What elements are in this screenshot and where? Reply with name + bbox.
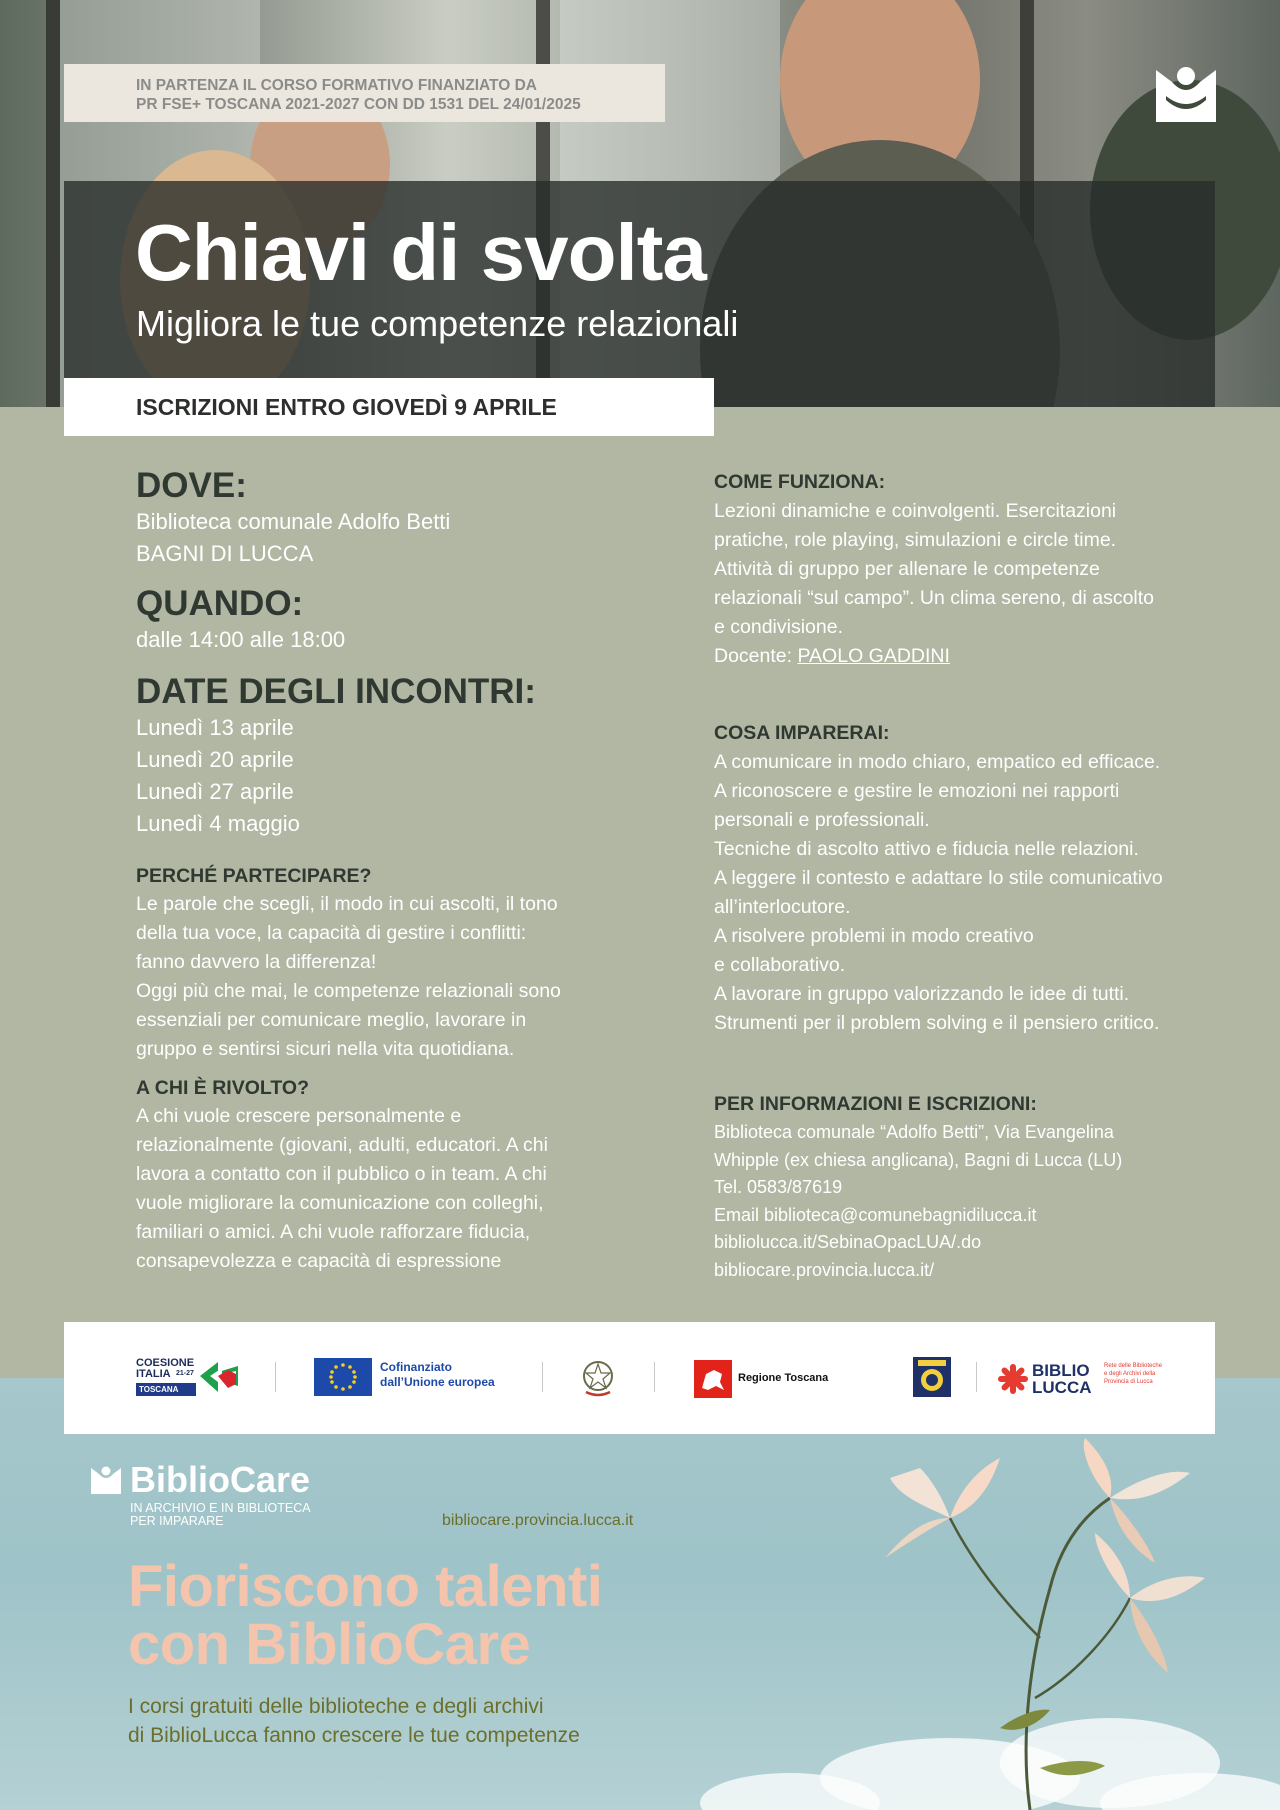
- headline-line: con BiblioCare: [128, 1612, 531, 1677]
- learn-line: Tecniche di ascolto attivo e fiducia nelle relazioni.: [714, 838, 1139, 860]
- italian-republic-emblem-icon: [580, 1358, 616, 1398]
- info-email-link[interactable]: Email biblioteca@comunebagnidilucca.it: [714, 1204, 1037, 1225]
- window-frame: [46, 0, 60, 407]
- who-line: vuole migliorare la comunicazione con colleghi,: [136, 1192, 544, 1214]
- page-subtitle: Migliora le tue competenze relazionali: [136, 303, 739, 344]
- bibliolucca-line: LUCCA: [1032, 1378, 1092, 1397]
- registration-deadline: ISCRIZIONI ENTRO GIOVEDÌ 9 APRILE: [64, 378, 714, 436]
- funding-banner-line: IN PARTENZA IL CORSO FORMATIVO FINANZIATO DA: [136, 77, 537, 94]
- coesione-years: 21-27: [176, 1370, 194, 1377]
- tagline-line: PER IMPARARE: [130, 1514, 224, 1528]
- bibliolucca-tagline: Rete delle Biblioteche e degli Archivi della Provincia di Lucca: [1104, 1363, 1163, 1385]
- who-heading: A CHI È RIVOLTO?: [136, 1077, 309, 1099]
- regione-toscana-icon: [694, 1360, 732, 1398]
- why-line: della tua voce, la capacità di gestire i conflitti:: [136, 922, 527, 944]
- right-column: [714, 470, 1234, 1284]
- where-venue: Biblioteca comunale Adolfo Betti: [136, 509, 451, 534]
- subline-line: di BiblioLucca fanno crescere le tue competenze: [128, 1724, 580, 1747]
- who-line: lavora a contatto con il pubblico o in team. A chi: [136, 1163, 547, 1185]
- why-line: Oggi più che mai, le competenze relazionali sono: [136, 980, 561, 1002]
- who-line: relazionalmente (giovani, adulti, educatori. A chi: [136, 1134, 548, 1156]
- info-phone[interactable]: Tel. 0583/87619: [714, 1177, 843, 1197]
- where-town: BAGNI DI LUCCA: [136, 541, 314, 566]
- how-line: e condivisione.: [714, 616, 843, 638]
- how-line: Attività di gruppo per allenare le competenze: [714, 558, 1100, 580]
- book-flower-illustration: [880, 1438, 1210, 1810]
- where-heading: DOVE:: [136, 466, 247, 505]
- how-line: relazionali “sul campo”. Un clima sereno, di ascolto: [714, 587, 1155, 609]
- dates-heading: DATE DEGLI INCONTRI:: [136, 672, 536, 711]
- page-title: Chiavi di svolta: [135, 208, 706, 297]
- date-item: Lunedì 27 aprile: [136, 779, 294, 804]
- who-line: familiari o amici. A chi vuole rafforzare fiducia,: [136, 1221, 531, 1243]
- eu-text-line: Cofinanziato: [380, 1360, 452, 1374]
- how-heading: COME FUNZIONA:: [714, 471, 886, 493]
- coesione-region-bar: [136, 1383, 196, 1396]
- logo-separator: [275, 1362, 276, 1392]
- coesione-region: TOSCANA: [139, 1385, 179, 1394]
- headline-line: Fioriscono talenti: [128, 1554, 603, 1619]
- learn-line: A leggere il contesto e adattare lo stile comunicativo: [714, 867, 1163, 889]
- who-line: consapevolezza e capacità di espressione: [136, 1250, 502, 1272]
- coesione-text: ITALIA: [136, 1368, 171, 1380]
- logo-separator: [542, 1362, 543, 1392]
- logo-separator: [976, 1362, 977, 1392]
- why-line: Le parole che scegli, il modo in cui ascolti, il tono: [136, 893, 558, 915]
- learn-line: e collaborativo.: [714, 954, 846, 976]
- bibliocare-footer-logo-icon: [90, 1464, 122, 1494]
- bibliolucca-line: BIBLIO: [1032, 1361, 1090, 1380]
- info-bibliocare-link[interactable]: bibliocare.provincia.lucca.it/: [714, 1259, 935, 1280]
- when-heading: QUANDO:: [136, 584, 304, 623]
- logo-separator: [654, 1362, 655, 1392]
- teacher-label: Docente:: [714, 645, 793, 667]
- footer-subline: [128, 1692, 580, 1750]
- when-time: dalle 14:00 alle 18:00: [136, 627, 346, 652]
- footer-sky: [0, 1378, 1280, 1810]
- learn-line: A lavorare in gruppo valorizzando le idee di tutti.: [714, 983, 1130, 1005]
- subline-line: I corsi gratuiti delle biblioteche e degli archivi: [128, 1695, 544, 1718]
- provincia-lucca-crest-icon: [912, 1356, 952, 1398]
- regione-toscana-text: Regione Toscana: [738, 1372, 829, 1384]
- why-heading: PERCHÉ PARTECIPARE?: [136, 865, 372, 887]
- why-line: essenziali per comunicare meglio, lavorare in: [136, 1009, 527, 1031]
- funding-banner-line: PR FSE+ TOSCANA 2021-2027 CON DD 1531 DEL 24/01/2025: [136, 96, 581, 113]
- partner-logo-strip: [64, 1322, 1215, 1434]
- footer-headline: [128, 1554, 603, 1677]
- date-item: Lunedì 4 maggio: [136, 811, 300, 836]
- coesione-arrows-icon: [198, 1358, 240, 1396]
- teacher-name-link[interactable]: PAOLO GADDINI: [797, 645, 950, 667]
- info-catalog-link[interactable]: bibliolucca.it/SebinaOpacLUA/.do: [714, 1232, 982, 1252]
- teacher-line: [714, 642, 1234, 671]
- why-line: gruppo e sentirsi sicuri nella vita quotidiana.: [136, 1038, 515, 1060]
- left-column: [136, 466, 636, 1276]
- bibliolucca-name: [1032, 1362, 1092, 1396]
- how-line: pratiche, role playing, simulazioni e circle time.: [714, 529, 1117, 551]
- learn-line: personali e professionali.: [714, 809, 930, 831]
- who-line: A chi vuole crescere personalmente e: [136, 1105, 462, 1127]
- date-item: Lunedì 13 aprile: [136, 715, 294, 740]
- coesione-italia-logo: [136, 1358, 242, 1398]
- info-address: Biblioteca comunale “Adolfo Betti”, Via Evangelina: [714, 1122, 1114, 1142]
- how-line: Lezioni dinamiche e coinvolgenti. Esercitazioni: [714, 500, 1117, 522]
- bibliocare-tagline: [130, 1502, 360, 1528]
- info-heading: PER INFORMAZIONI E ISCRIZIONI:: [714, 1093, 1037, 1115]
- why-line: fanno davvero la differenza!: [136, 951, 377, 973]
- coesione-text: COESIONE: [136, 1357, 195, 1369]
- info-address: Whipple (ex chiesa anglicana), Bagni di Lucca (LU): [714, 1149, 1123, 1170]
- learn-line: A riconoscere e gestire le emozioni nei rapporti: [714, 780, 1120, 802]
- eu-text: [380, 1360, 495, 1390]
- bibliocare-url[interactable]: bibliocare.provincia.lucca.it: [442, 1512, 634, 1529]
- bibliolucca-star-icon: [998, 1364, 1028, 1394]
- eu-flag-icon: [314, 1358, 372, 1396]
- learn-line: A comunicare in modo chiaro, empatico ed efficace.: [714, 751, 1161, 773]
- date-item: Lunedì 20 aprile: [136, 747, 294, 772]
- bibliocare-brand: BiblioCare: [130, 1459, 311, 1500]
- learn-line: Strumenti per il problem solving e il pensiero critico.: [714, 1012, 1160, 1034]
- tagline-line: IN ARCHIVIO E IN BIBLIOTECA: [130, 1501, 311, 1515]
- learn-heading: COSA IMPARERAI:: [714, 722, 890, 744]
- eu-text-line: dall’Unione europea: [380, 1375, 495, 1389]
- bibliocare-logo-icon: [1156, 62, 1216, 122]
- learn-line: all’interlocutore.: [714, 896, 851, 918]
- funding-banner: [64, 64, 665, 122]
- learn-line: A risolvere problemi in modo creativo: [714, 925, 1034, 947]
